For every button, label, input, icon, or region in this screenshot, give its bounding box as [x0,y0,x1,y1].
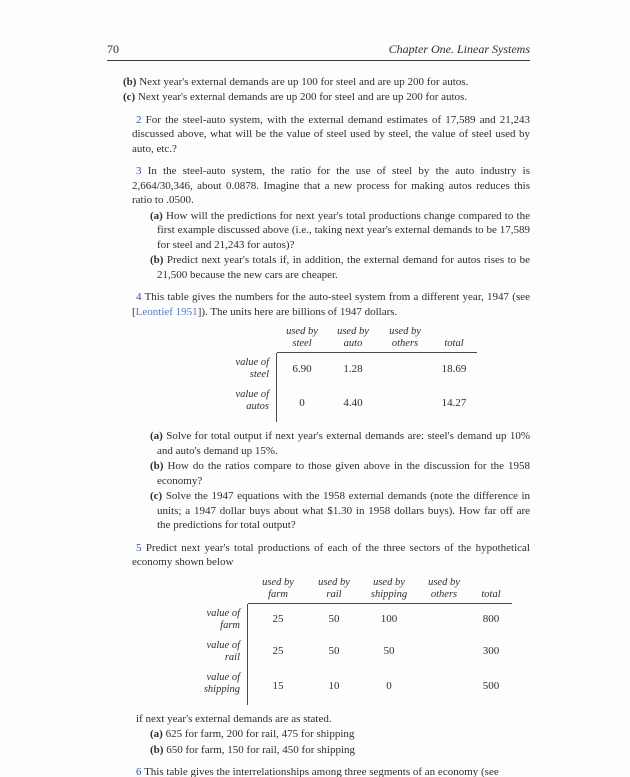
table-cell [379,385,431,422]
three-sector-economy-table [186,577,530,705]
column-header-used-by-rail [308,577,360,604]
label-line: value of [206,671,240,683]
leontief-1951-citation-link[interactable]: Leontief 1951 [135,305,198,318]
table-cell: 50 [328,645,340,658]
item-text: Solve for total output if next year's external demands are: steel's demand up 10% and auto's demand up 15%. [157,430,531,457]
table-cell: 50 [328,613,340,626]
exercise-5-continuation: if next year's external demands are as stated. [136,712,332,725]
item-label: (a) [150,430,163,442]
page-number: 70 [107,42,119,56]
exercise-text [132,291,530,318]
chapter-title: Chapter One. Linear Systems [388,42,530,56]
table-cell [418,604,470,636]
table-cell: 800 [482,613,500,626]
exercise-4-item-b [150,459,530,488]
exercise-text: In the steel-auto system, the ratio for the use of steel by the auto industry is 2,664/30,346, about 0.0878. Imagine that a new process for making autos reduces this ratio to .0500. [132,165,530,206]
table-corner-cell [215,326,277,353]
exercise-3-item-b [150,253,530,282]
table-cell: 6.90 [292,362,312,375]
column-header-used-by-shipping [360,577,418,604]
exercise-4-item-a [150,429,531,458]
table-cell: 14.27 [441,397,467,410]
column-header-total [470,577,512,604]
item-label: (b) [150,254,164,266]
exercise-number: 6 [136,766,142,777]
item-label: (b) [150,743,164,756]
item-text: Predict next year's totals if, in addition, the external demand for autos rises to be 21,500 because the new cars are cheaper. [157,254,530,281]
label-line: shipping [203,683,240,695]
exercise-number: 4 [136,291,142,303]
item-label: (c) [123,91,136,103]
exercise-6 [132,765,530,777]
item-label: (a) [150,209,163,222]
label-line: value of [235,357,269,368]
item-label: (b) [123,75,137,88]
item-text: Solve the 1947 equations with the 1958 external demands (note the difference in units; a 1947 dollar buys about what $1.30 in 1958 dollars buys). How far off are the predictions for total output? [157,490,530,531]
row-label-value-of-autos [215,385,277,422]
item-label: (b) [150,460,164,472]
page-header [107,42,530,61]
label-line: autos [246,401,269,412]
exercise-3 [132,164,530,208]
exercise-text: This table gives the interrelationships among three segments of an economy (see [144,766,499,777]
table-cell: 18.69 [441,362,467,375]
list-item [123,90,530,105]
item-label: (c) [150,490,163,502]
item-text: 650 for farm, 150 for rail, 450 for shipping [166,743,355,756]
header-line: used by [428,576,460,588]
row-label-value-of-steel [215,353,277,385]
table-corner-cell [186,577,248,604]
column-header-used-by-auto [327,326,379,353]
header-line: total [444,338,464,349]
header-line: farm [268,588,288,600]
item-text: Next year's external demands are up 100 for steel and are up 200 for autos. [139,75,469,88]
row-label-value-of-shipping [186,668,248,705]
exercise-3-item-a [150,209,530,253]
item-text: 625 for farm, 200 for rail, 475 for shipping [165,728,355,740]
table-cell: 25 [272,645,284,658]
header-line: used by [262,576,294,588]
table-cell: 100 [380,613,398,626]
list-item [123,75,530,90]
column-header-used-by-others [418,577,470,604]
exercise-number: 2 [136,113,142,126]
item-text: Next year's external demands are up 200 for steel and are up 200 for autos. [137,91,468,103]
column-header-used-by-farm [248,577,308,604]
row-label-value-of-rail [186,636,248,668]
item-text: How do the ratios compare to those given above in the discussion for the 1958 economy? [157,460,530,487]
table-cell: 0 [386,679,392,692]
table-cell: 4.40 [343,397,363,410]
exercise-5 [132,541,530,570]
label-line: steel [249,369,269,380]
header-line: used by [286,326,318,337]
header-line: used by [373,576,405,588]
item-label: (a) [150,728,163,740]
label-line: value of [235,389,269,400]
label-line: rail [224,651,240,663]
exercise-4-item-c [150,489,530,533]
header-line: auto [343,338,363,349]
table-cell: 25 [272,613,284,626]
table-cell: 0 [299,397,305,410]
header-line: rail [326,588,342,600]
exercise-number: 3 [136,165,142,177]
header-line: used by [318,576,350,588]
table-cell: 300 [482,645,500,658]
header-line: total [481,588,501,600]
table-cell: 1.28 [343,362,363,375]
exercise-5-item-b [150,743,530,758]
column-header-used-by-others [379,326,431,353]
text-after-link: ]). The units here are billions of 1947 dollars. [197,305,398,318]
label-line: value of [206,639,240,651]
table-cell: 10 [328,679,340,692]
io-table-1947 [215,326,530,422]
label-line: value of [206,607,240,619]
exercise-5-item-a [150,727,530,742]
header-line: others [430,588,458,600]
exercise-4 [132,290,530,319]
exercise-text: For the steel-auto system, with the external demand estimates of 17,589 and 21,243 discussed above, what will be the value of steel used by steel, the value of steel used by auto, etc.? [132,113,530,155]
text-before-link: This table gives the numbers for the auto-steel system from a different year, 1947 (see [ [132,291,530,318]
table-cell [379,353,431,385]
table-cell [418,636,470,668]
header-line: others [391,338,419,349]
item-text: How will the predictions for next year's total productions change compared to the first example discussed above (i.e., taking next year's external demands to be 17,589 for steel and 21,243 for autos)? [157,209,530,251]
table-cell: 15 [272,679,284,692]
row-label-value-of-farm [186,604,248,636]
exercise-text: Predict next year's total productions of each of the three sectors of the hypothetical economy shown below [132,541,530,568]
table-cell: 50 [383,645,395,658]
column-header-total [431,326,477,353]
label-line: farm [220,619,240,631]
exercise-2 [132,113,530,157]
header-line: used by [389,326,421,337]
exercise-number: 5 [136,541,142,554]
header-line: shipping [370,588,408,600]
column-header-used-by-steel [277,326,327,353]
table-cell: 500 [482,679,500,692]
header-line: steel [292,338,312,349]
header-line: used by [337,326,369,337]
table-cell [418,668,470,705]
page-content [107,75,530,777]
